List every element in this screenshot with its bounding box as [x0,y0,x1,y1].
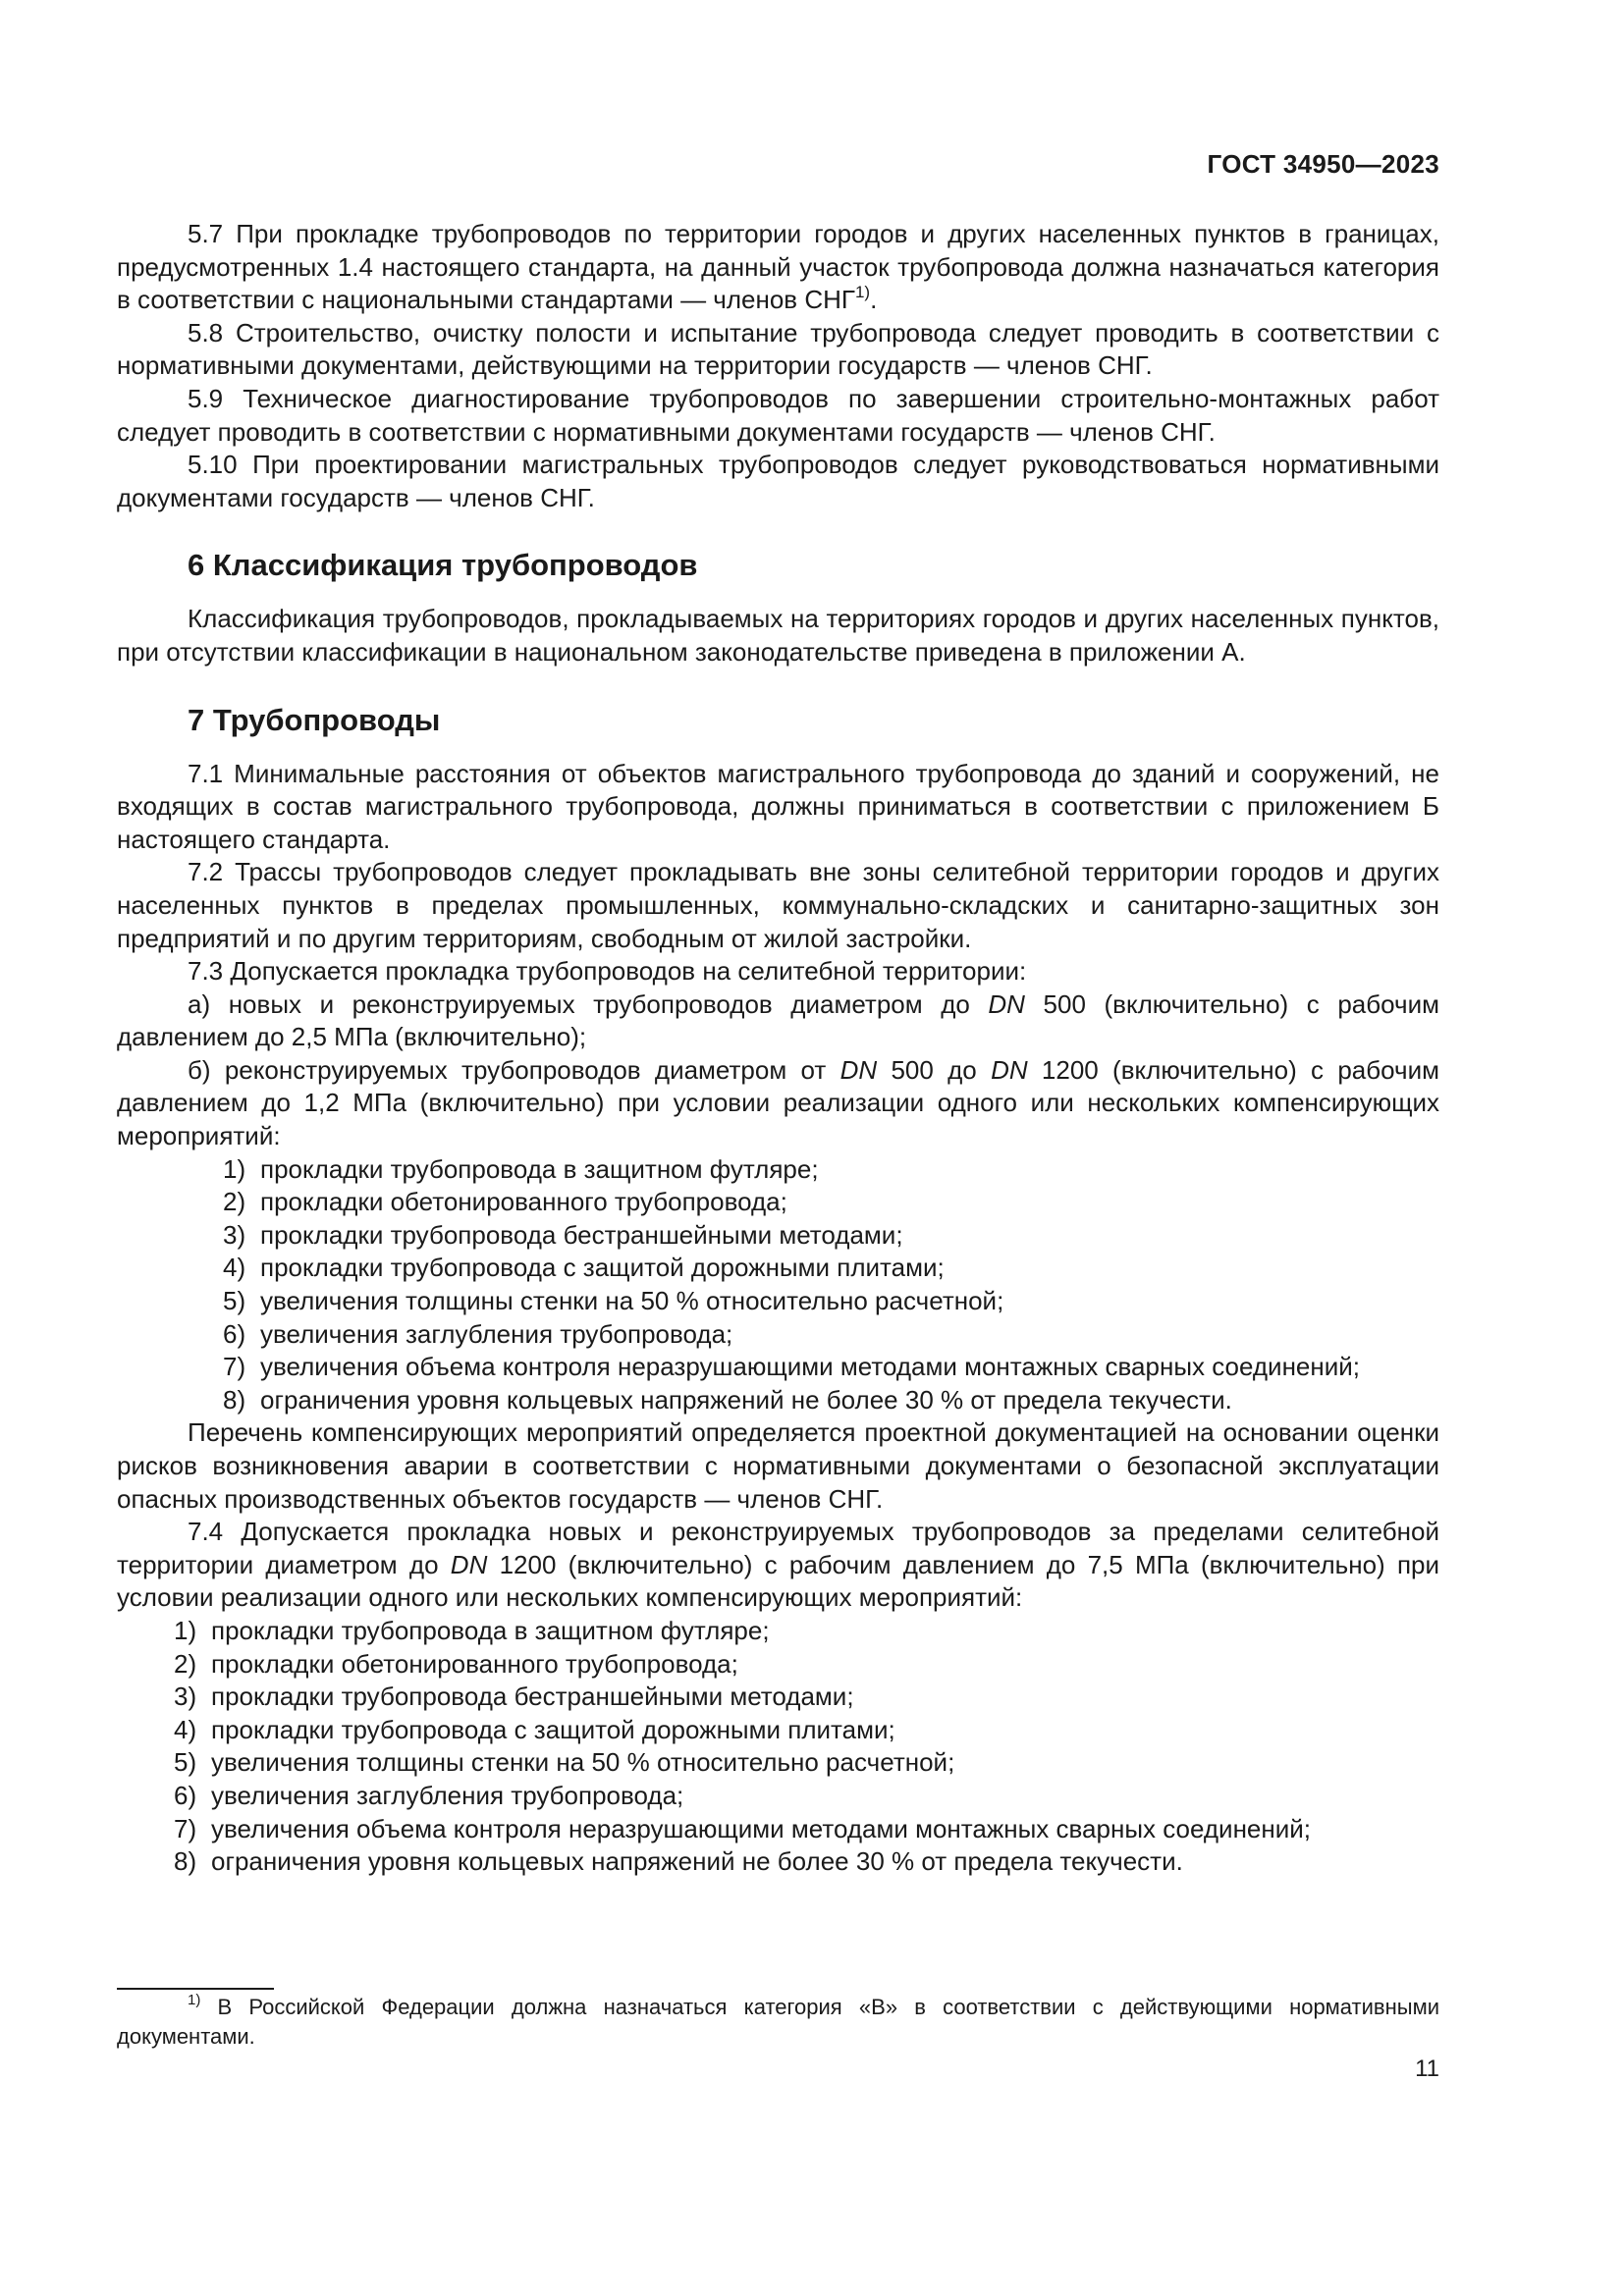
paragraph-7-4: 7.4 Допускается прокладка новых и реконструируемых трубопроводов за пределами селитебной территории диаметром до DN 1200 (включительно) с рабочим давлением до 7,5 МПа (включительно) при условии реализации одного или нескольких компенсирующих мероприятий: [117,1517,1440,1613]
paragraph-7-2: 7.2 Трассы трубопроводов следует прокладывать вне зоны селитебной территории городов и других населенных пунктов в пределах промышленных, коммунально-складских и санитарно-защитных зон предприятий и по другим территориям, свободным от жилой застройки. [117,857,1439,953]
measures-list-7-3 [117,1153,1439,1417]
page-number: 11 [1415,2056,1439,2082]
list-item: 6) увеличения заглубления трубопровода; [174,1780,684,1810]
section-6-text: Классификация трубопроводов, прокладываемых на территориях городов и других населенных пунктов, при отсутствии классификации в национальном законодательстве приведена в приложении А. [117,604,1439,667]
measures-list-7-4 [117,1615,1439,1879]
paragraph-5-8: 5.8 Строительство, очистку полости и испытание трубопровода следует проводить в соответствии с нормативными документами, действующими на территории государств — членов СНГ. [117,317,1439,381]
section-7-heading: 7 Трубопроводы [188,702,441,737]
list-item: 8) ограничения уровня кольцевых напряжений не более 30 % от предела текучести. [223,1384,1232,1415]
list-item: 2) прокладки обетонированного трубопровода; [174,1648,738,1679]
paragraph-measures-note: Перечень компенсирующих мероприятий определяется проектной документацией на основании оценки рисков возникновения аварии в соответствии с нормативными документами о безопасной эксплуатации опасных производственных объектов государств — членов СНГ. [117,1417,1439,1514]
paragraph-7-3-a: а) новых и реконструируемых трубопроводов диаметром до DN 500 (включительно) с рабочим давлением до 2,5 МПа (включительно); [117,988,1439,1052]
list-item: 1) прокладки трубопровода в защитном футляре; [223,1153,819,1184]
paragraph-7-3-b: б) реконструируемых трубопроводов диаметром от DN 500 до DN 1200 (включительно) с рабочим давлением до 1,2 МПа (включительно) при условии реализации одного или нескольких компенсирующих мероприятий: [117,1054,1439,1151]
list-item: 3) прокладки трубопровода бестраншейными методами; [223,1219,903,1250]
footnote-divider [117,1988,274,1990]
paragraph-5-7: 5.7 При прокладке трубопроводов по территории городов и других населенных пунктов в границах, предусмотренных 1.4 настоящего стандарта, на данный участок трубопровода должна назначаться категория в соответствии с национальными стандартами — членов СНГ$^{1)}$. [117,219,1439,315]
list-item: 1) прокладки трубопровода в защитном футляре; [174,1615,770,1645]
paragraph-5-10: 5.10 При проектировании магистральных трубопроводов следует руководствоваться нормативными документами государств — членов СНГ. [117,450,1439,512]
paragraph-7-1: 7.1 Минимальные расстояния от объектов магистрального трубопровода до зданий и сооружений, не входящих в состав магистрального трубопровода, должны приниматься в соответствии с приложением Б настоящего стандарта. [117,758,1439,854]
footnote-ref[interactable]: 1) [854,282,871,301]
footnote: $^{1)}$ В Российской Федерации должна назначаться категория «В» в соответствии с действующими нормативными документами. [117,1991,1439,2049]
list-item: 7) увеличения объема контроля неразрушающими методами монтажных сварных соединений; [174,1813,1312,1843]
list-item: 2) прокладки обетонированного трубопровода; [223,1187,787,1217]
standard-code-header: ГОСТ 34950—2023 [1207,149,1439,179]
section-6-heading: 6 Классификация трубопроводов [188,548,698,583]
list-item: 5) увеличения толщины стенки на 50 % относительно расчетной; [174,1747,955,1778]
list-item: 5) увеличения толщины стенки на 50 % относительно расчетной; [223,1286,1004,1316]
list-item: 4) прокладки трубопровода с защитой дорожными плитами; [223,1253,945,1283]
paragraph-5-9: 5.9 Техническое диагностирование трубопроводов по завершении строительно-монтажных работ следует проводить в соответствии с нормативными документами государств — членов СНГ. [117,383,1439,447]
list-item: 6) увеличения заглубления трубопровода; [223,1318,733,1349]
page-body [117,218,1439,1879]
list-item: 8) ограничения уровня кольцевых напряжений не более 30 % от предела текучести. [174,1846,1183,1877]
list-item: 4) прокладки трубопровода с защитой дорожными плитами; [174,1714,895,1744]
paragraph-7-3: 7.3 Допускается прокладка трубопроводов на селитебной территории: [188,956,1027,987]
list-item: 7) увеличения объема контроля неразрушающими методами монтажных сварных соединений; [223,1352,1361,1382]
list-item: 3) прокладки трубопровода бестраншейными методами; [174,1682,854,1712]
